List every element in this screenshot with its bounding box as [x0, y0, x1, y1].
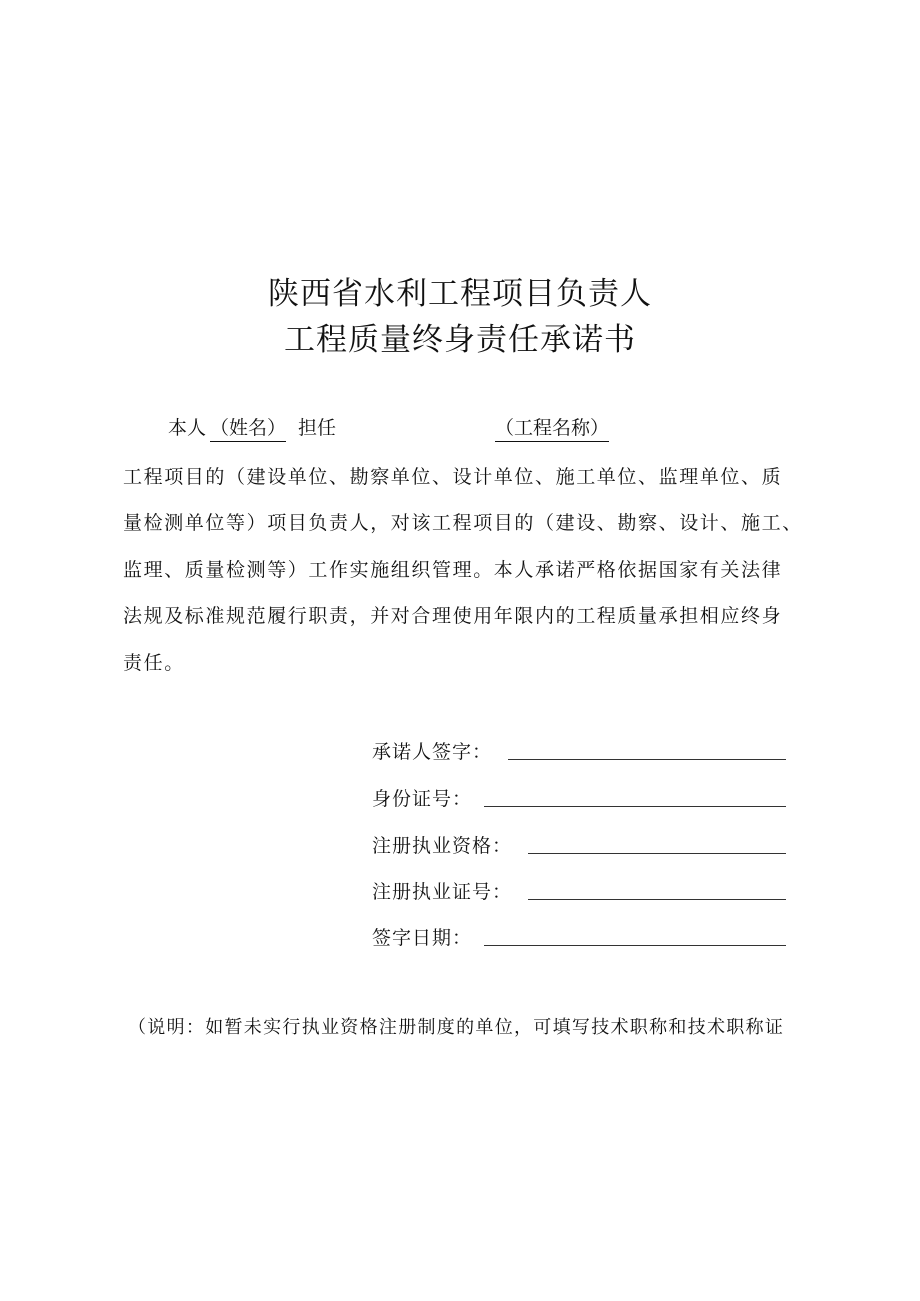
body-line: 责任。	[123, 652, 185, 674]
qualification-blank-line[interactable]	[528, 853, 786, 854]
explanation-note: （说明：如暂未实行执业资格注册制度的单位，可填写技术职称和技术职称证	[128, 1017, 785, 1038]
name-field[interactable]: （姓名）	[210, 413, 286, 442]
signature-blank-line[interactable]	[508, 759, 786, 760]
signature-label: 承诺人签字：	[372, 741, 493, 763]
id-number-label: 身份证号：	[372, 788, 473, 810]
document-title-line-2: 工程质量终身责任承诺书	[284, 322, 636, 358]
opening-prefix: 本人	[168, 417, 207, 439]
id-number-blank-line[interactable]	[484, 806, 786, 807]
certificate-number-blank-line[interactable]	[528, 899, 786, 900]
opening-role-word: 担任	[298, 417, 337, 439]
project-name-field[interactable]: （工程名称）	[495, 413, 609, 442]
body-line: 量检测单位等）项目负责人，对该工程项目的（建设、勘察、设计、施工、	[123, 512, 803, 534]
body-line: 法规及标准规范履行职责，并对合理使用年限内的工程质量承担相应终身	[123, 605, 783, 627]
body-line: 监理、质量检测等）工作实施组织管理。本人承诺严格依据国家有关法律	[123, 559, 783, 581]
sign-date-label: 签字日期：	[372, 927, 473, 949]
sign-date-blank-line[interactable]	[484, 945, 786, 946]
body-line: 工程项目的（建设单位、勘察单位、设计单位、施工单位、监理单位、质	[123, 466, 783, 488]
certificate-number-label: 注册执业证号：	[372, 881, 513, 903]
qualification-label: 注册执业资格：	[372, 835, 513, 857]
document-title-line-1: 陕西省水利工程项目负责人	[268, 276, 652, 312]
